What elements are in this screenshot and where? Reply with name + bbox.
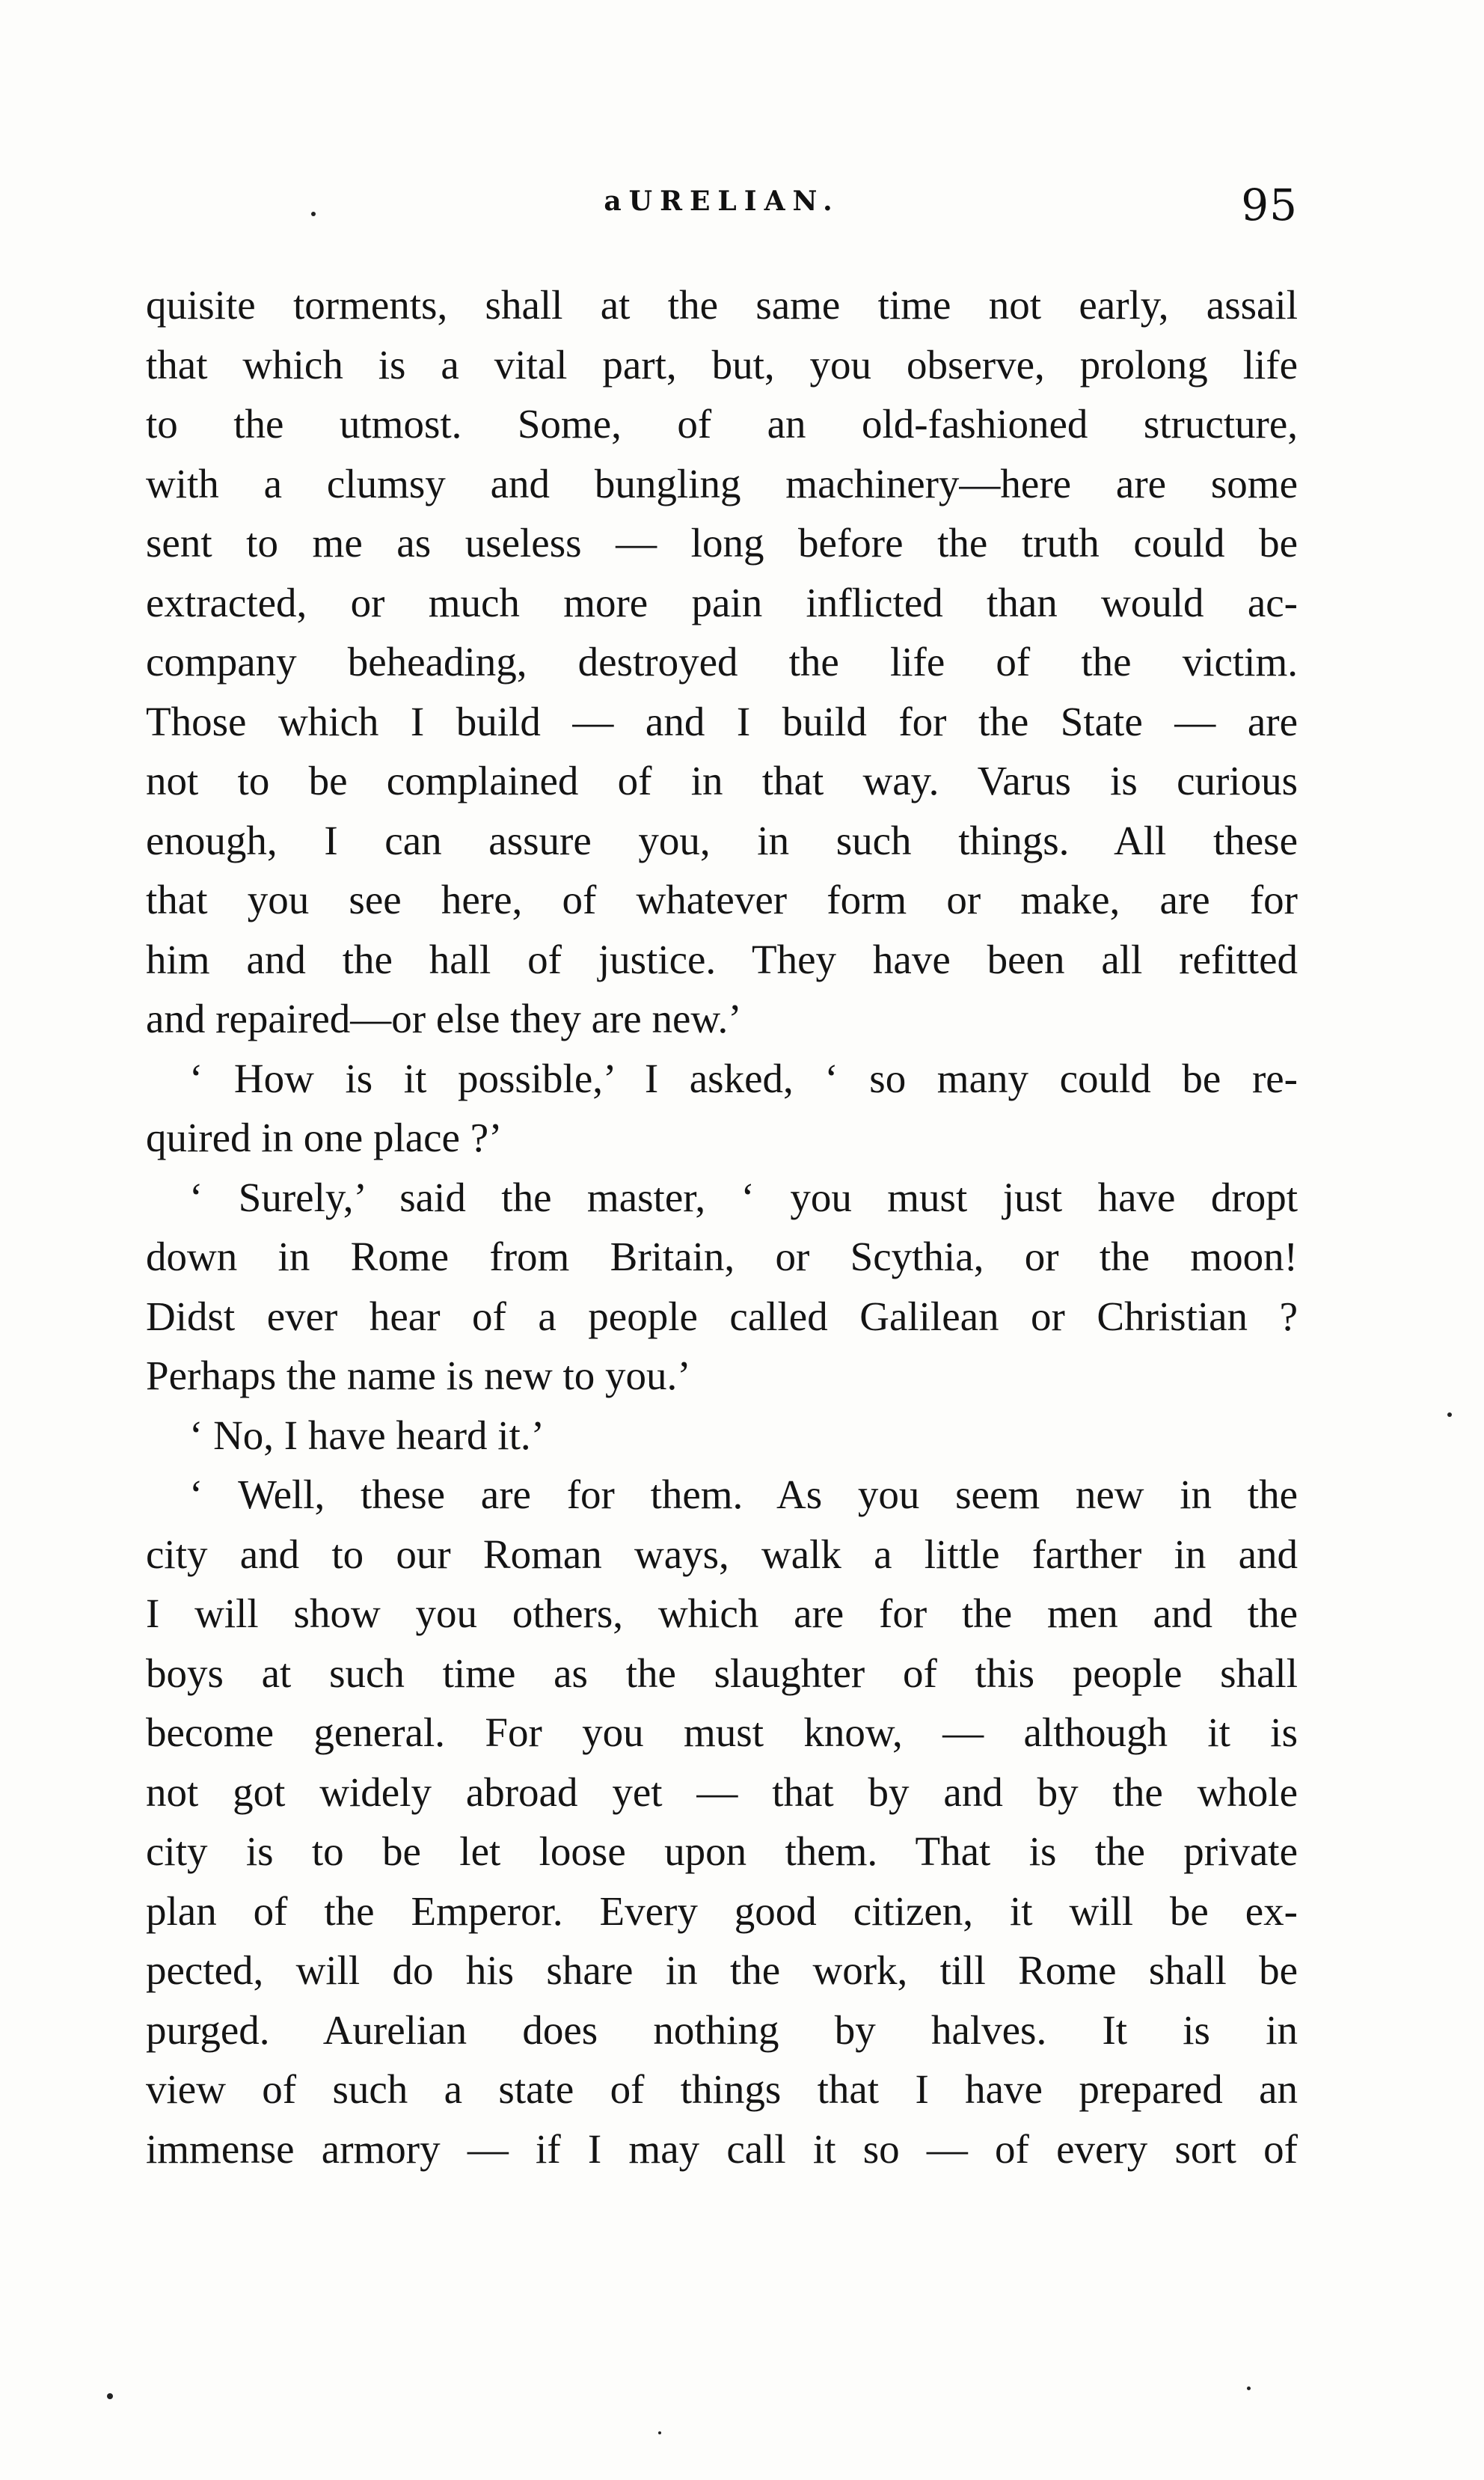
text-line: him and the hall of justice. They have been all refitted	[146, 936, 1298, 982]
text-line: that you see here, of whatever form or make, are for	[146, 877, 1298, 922]
print-speck	[1447, 1412, 1452, 1417]
running-head	[146, 180, 1298, 245]
text-line: extracted, or much more pain inflicted than would ac-	[146, 579, 1298, 625]
text-line: purged. Aurelian does nothing by halves. It is in	[146, 2006, 1298, 2053]
text-line: become general. For you must know, — although it is	[146, 1709, 1298, 1755]
text-line: enough, I can assure you, in such things. All these	[146, 817, 1298, 863]
text-line: city and to our Roman ways, walk a little farther in and	[146, 1531, 1298, 1577]
text-line: I will show you others, which are for the men and the	[146, 1590, 1298, 1636]
text-line: city is to be let loose upon them. That is the private	[146, 1828, 1298, 1874]
text-line: plan of the Emperor. Every good citizen, it will be ex-	[146, 1887, 1298, 1934]
print-speck	[107, 2393, 113, 2399]
page-number: 95	[1241, 180, 1298, 230]
text-line: not got widely abroad yet — that by and by the whole	[146, 1769, 1298, 1815]
print-speck	[1247, 2386, 1251, 2390]
print-speck	[311, 212, 316, 216]
text-line: sent to me as useless — long before the truth could be	[146, 520, 1298, 566]
text-line: pected, will do his share in the work, till Rome shall be	[146, 1947, 1298, 1993]
text-line: Those which I build — and I build for the State — are	[146, 698, 1298, 744]
text-line: Perhaps the name is new to you.’	[146, 1353, 691, 1398]
text-line: ‘ No, I have heard it.’	[189, 1412, 545, 1458]
text-line: not to be complained of in that way. Varus is curious	[146, 758, 1298, 803]
text-line: ‘ Well, these are for them. As you seem new in the	[189, 1472, 1298, 1517]
text-line: view of such a state of things that I have prepared an	[146, 2066, 1298, 2112]
text-line: down in Rome from Britain, or Scythia, or the moon!	[146, 1234, 1298, 1279]
running-title: аURELΙAN.	[604, 186, 840, 217]
text-line: and repaired—or else they are new.’	[146, 996, 742, 1041]
text-line: boys at such time as the slaughter of this people shall	[146, 1650, 1298, 1696]
text-line: ‘ Surely,’ said the master, ‘ you must just have dropt	[189, 1174, 1298, 1220]
text-line: quisite torments, shall at the same time not early, assail	[146, 282, 1298, 328]
text-line: ‘ How is it possible,’ I asked, ‘ so many could be re-	[189, 1055, 1298, 1101]
text-line: immense armory — if I may call it so — of every sort of	[146, 2125, 1298, 2172]
print-speck	[658, 2431, 661, 2434]
text-line: to the utmost. Some, of an old-fashioned structure,	[146, 401, 1298, 447]
text-line: quired in one place ?’	[146, 1115, 503, 1160]
text-line: Didst ever hear of a people called Galilean or Christian ?	[146, 1293, 1298, 1339]
text-line: company beheading, destroyed the life of the victim.	[146, 639, 1298, 685]
text-line: that which is a vital part, but, you observe, prolong life	[146, 341, 1298, 388]
text-line: with a clumsy and bungling machinery—here are some	[146, 460, 1298, 506]
body-text	[146, 275, 1298, 2179]
